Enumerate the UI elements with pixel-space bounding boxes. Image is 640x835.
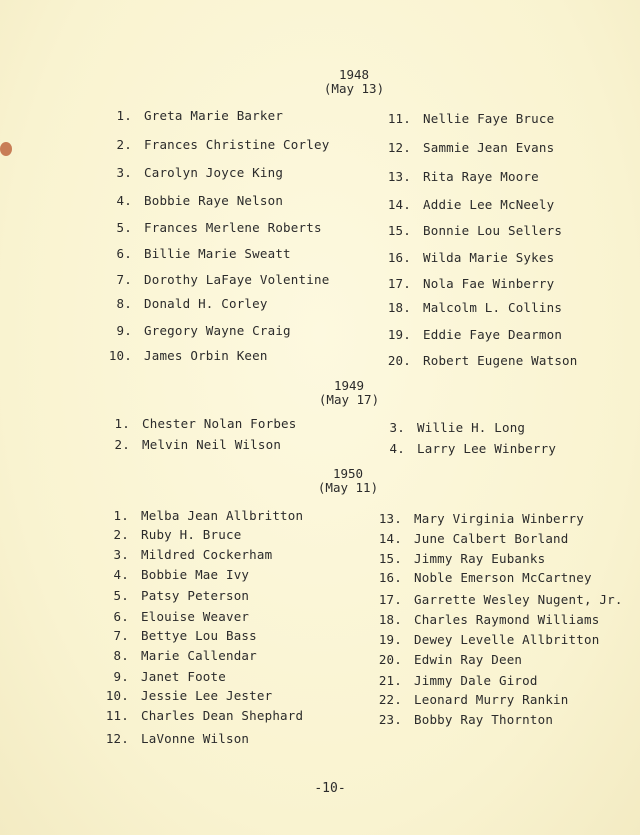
list-item: 6. Billie Marie Sweatt xyxy=(116,246,291,261)
section-date: (May 13) xyxy=(323,81,385,96)
list-item: 10. James Orbin Keen xyxy=(108,348,268,363)
list-item: 16. Wilda Marie Sykes xyxy=(387,250,555,265)
page-number: -10- xyxy=(314,781,346,796)
section-year: 1950 xyxy=(332,466,364,481)
list-item: 4. Bobbie Mae Ivy xyxy=(113,567,250,582)
list-item: 8. Marie Callendar xyxy=(113,648,257,663)
list-item: 7. Bettye Lou Bass xyxy=(113,628,257,643)
section-heading-1950 xyxy=(278,467,418,495)
list-item: 17. Nola Fae Winberry xyxy=(387,276,555,291)
list-item: 2. Ruby H. Bruce xyxy=(113,527,242,542)
list-item: 3. Carolyn Joyce King xyxy=(116,165,284,180)
list-item: 21. Jimmy Dale Girod xyxy=(378,673,538,688)
list-item: 7. Dorothy LaFaye Volentine xyxy=(116,272,330,287)
list-item: 11. Charles Dean Shephard xyxy=(105,708,304,723)
section-heading-1949 xyxy=(279,379,419,407)
list-item: 14. Addie Lee McNeely xyxy=(387,197,555,212)
list-item: 23. Bobby Ray Thornton xyxy=(378,712,554,727)
list-item: 5. Patsy Peterson xyxy=(113,588,250,603)
list-item: 1. Greta Marie Barker xyxy=(116,108,284,123)
list-item: 11. Nellie Faye Bruce xyxy=(387,111,555,126)
list-item: 15. Jimmy Ray Eubanks xyxy=(378,551,546,566)
list-item: 18. Malcolm L. Collins xyxy=(387,300,563,315)
list-item: 10. Jessie Lee Jester xyxy=(105,688,273,703)
list-item: 22. Leonard Murry Rankin xyxy=(378,692,569,707)
list-item: 9. Janet Foote xyxy=(113,669,226,684)
list-item: 19. Eddie Faye Dearmon xyxy=(387,327,563,342)
list-item: 2. Melvin Neil Wilson xyxy=(114,437,282,452)
ink-stain xyxy=(0,142,12,156)
list-item: 9. Gregory Wayne Craig xyxy=(116,323,291,338)
list-item: 6. Elouise Weaver xyxy=(113,609,250,624)
section-year: 1949 xyxy=(333,378,365,393)
list-item: 16. Noble Emerson McCartney xyxy=(378,570,592,585)
list-item: 14. June Calbert Borland xyxy=(378,531,569,546)
list-item: 13. Mary Virginia Winberry xyxy=(378,511,584,526)
list-item: 18. Charles Raymond Williams xyxy=(378,612,600,627)
list-item: 12. Sammie Jean Evans xyxy=(387,140,555,155)
list-item: 20. Robert Eugene Watson xyxy=(387,353,578,368)
section-year: 1948 xyxy=(338,67,370,82)
list-item: 2. Frances Christine Corley xyxy=(116,137,330,152)
list-item: 17. Garrette Wesley Nugent, Jr. xyxy=(378,592,623,607)
list-item: 5. Frances Merlene Roberts xyxy=(116,220,322,235)
section-heading-1948 xyxy=(284,68,424,96)
list-item: 19. Dewey Levelle Allbritton xyxy=(378,632,600,647)
list-item: 13. Rita Raye Moore xyxy=(387,169,539,184)
list-item: 3. Willie H. Long xyxy=(389,420,526,435)
list-item: 20. Edwin Ray Deen xyxy=(378,652,523,667)
list-item: 12. LaVonne Wilson xyxy=(105,731,250,746)
list-item: 1. Chester Nolan Forbes xyxy=(114,416,297,431)
section-date: (May 17) xyxy=(318,392,380,407)
list-item: 8. Donald H. Corley xyxy=(116,296,268,311)
list-item: 1. Melba Jean Allbritton xyxy=(113,508,304,523)
list-item: 4. Larry Lee Winberry xyxy=(389,441,557,456)
section-date: (May 11) xyxy=(317,480,379,495)
list-item: 3. Mildred Cockerham xyxy=(113,547,273,562)
list-item: 4. Bobbie Raye Nelson xyxy=(116,193,284,208)
list-item: 15. Bonnie Lou Sellers xyxy=(387,223,563,238)
